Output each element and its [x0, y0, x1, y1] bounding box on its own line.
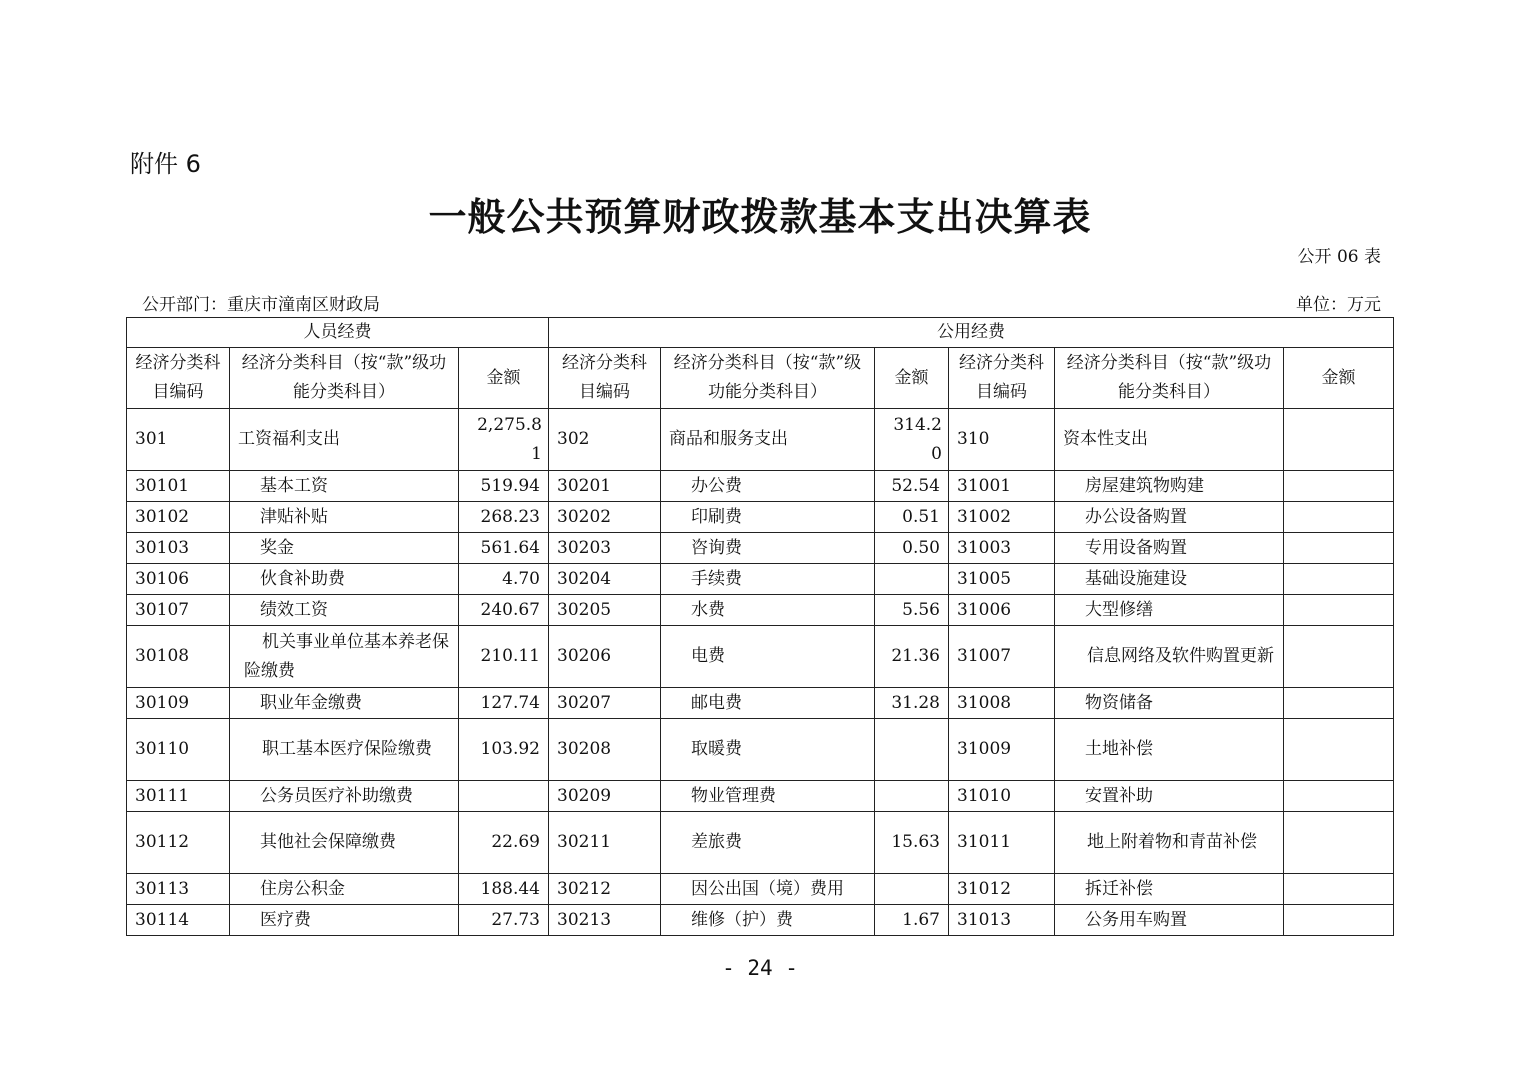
cell-amount-a: 4.70 — [459, 564, 549, 595]
cell-code-c: 31013 — [949, 905, 1055, 936]
cell-name-c: 地上附着物和青苗补偿 — [1055, 812, 1284, 874]
cell-code-a: 30110 — [127, 719, 230, 781]
cell-amount-c — [1284, 564, 1394, 595]
cell-name-b: 取暖费 — [661, 719, 875, 781]
cell-name-a: 奖金 — [230, 533, 459, 564]
cell-code-c: 31010 — [949, 781, 1055, 812]
cell-code-a: 30101 — [127, 471, 230, 502]
cell-name-c: 专用设备购置 — [1055, 533, 1284, 564]
unit-label: 单位：万元 — [1296, 295, 1381, 315]
cell-name-a: 基本工资 — [230, 471, 459, 502]
cell-name-a: 津贴补贴 — [230, 502, 459, 533]
cell-name-c: 大型修缮 — [1055, 595, 1284, 626]
cell-name-b: 电费 — [661, 626, 875, 688]
cell-code-a: 30102 — [127, 502, 230, 533]
cell-code-c: 31002 — [949, 502, 1055, 533]
table-row — [127, 595, 1394, 626]
cell-code-a: 301 — [127, 409, 230, 471]
cell-code-b: 30209 — [549, 781, 661, 812]
cell-name-a: 职工基本医疗保险缴费 — [230, 719, 459, 781]
cell-amount-c — [1284, 781, 1394, 812]
col-name-1: 经济分类科目（按“款”级功能分类科目） — [230, 348, 459, 409]
cell-name-a: 绩效工资 — [230, 595, 459, 626]
cell-code-b: 302 — [549, 409, 661, 471]
cell-amount-c — [1284, 905, 1394, 936]
cell-name-b: 咨询费 — [661, 533, 875, 564]
cell-amount-c — [1284, 471, 1394, 502]
col-name-2: 经济分类科目（按“款”级功能分类科目） — [661, 348, 875, 409]
cell-code-a: 30108 — [127, 626, 230, 688]
cell-amount-a: 103.92 — [459, 719, 549, 781]
table-row — [127, 626, 1394, 688]
cell-name-c: 资本性支出 — [1055, 409, 1284, 471]
cell-amount-b: 31.28 — [875, 688, 949, 719]
table-number: 公开 06 表 — [1297, 247, 1381, 267]
cell-amount-a: 268.23 — [459, 502, 549, 533]
col-amount-3: 金额 — [1284, 348, 1394, 409]
cell-code-a: 30111 — [127, 781, 230, 812]
cell-code-a: 30106 — [127, 564, 230, 595]
cell-code-c: 31007 — [949, 626, 1055, 688]
cell-amount-b: 21.36 — [875, 626, 949, 688]
cell-code-b: 30213 — [549, 905, 661, 936]
cell-code-c: 31005 — [949, 564, 1055, 595]
cell-name-b: 办公费 — [661, 471, 875, 502]
cell-amount-a: 188.44 — [459, 874, 549, 905]
cell-code-b: 30202 — [549, 502, 661, 533]
cell-amount-b: 0.51 — [875, 502, 949, 533]
cell-name-c: 办公设备购置 — [1055, 502, 1284, 533]
cell-code-b: 30201 — [549, 471, 661, 502]
col-amount-1: 金额 — [459, 348, 549, 409]
cell-code-c: 31006 — [949, 595, 1055, 626]
cell-code-b: 30205 — [549, 595, 661, 626]
table-row — [127, 564, 1394, 595]
cell-amount-a: 27.73 — [459, 905, 549, 936]
cell-name-b: 印刷费 — [661, 502, 875, 533]
cell-amount-a: 2,275.81 — [459, 409, 549, 471]
cell-amount-b: 52.54 — [875, 471, 949, 502]
group-personnel: 人员经费 — [127, 318, 549, 348]
cell-amount-c — [1284, 688, 1394, 719]
cell-name-b: 差旅费 — [661, 812, 875, 874]
cell-name-c: 房屋建筑物购建 — [1055, 471, 1284, 502]
cell-amount-a: 240.67 — [459, 595, 549, 626]
col-code-1: 经济分类科目编码 — [127, 348, 230, 409]
cell-amount-c — [1284, 533, 1394, 564]
table-row — [127, 409, 1394, 471]
cell-code-c: 31008 — [949, 688, 1055, 719]
cell-amount-b — [875, 781, 949, 812]
table-row — [127, 874, 1394, 905]
cell-name-c: 信息网络及软件购置更新 — [1055, 626, 1284, 688]
col-code-2: 经济分类科目编码 — [549, 348, 661, 409]
cell-code-c: 31003 — [949, 533, 1055, 564]
group-header-row — [127, 318, 1394, 348]
cell-code-c: 310 — [949, 409, 1055, 471]
column-header-row — [127, 348, 1394, 409]
cell-code-a: 30103 — [127, 533, 230, 564]
cell-code-b: 30203 — [549, 533, 661, 564]
cell-amount-a: 561.64 — [459, 533, 549, 564]
cell-code-c: 31011 — [949, 812, 1055, 874]
cell-amount-c — [1284, 812, 1394, 874]
cell-amount-c — [1284, 626, 1394, 688]
page-title: 一般公共预算财政拨款基本支出决算表 — [428, 194, 1092, 239]
col-amount-2: 金额 — [875, 348, 949, 409]
cell-amount-b — [875, 564, 949, 595]
table-row — [127, 719, 1394, 781]
cell-name-a: 机关事业单位基本养老保险缴费 — [230, 626, 459, 688]
cell-name-b: 水费 — [661, 595, 875, 626]
col-name-3: 经济分类科目（按“款”级功能分类科目） — [1055, 348, 1284, 409]
cell-amount-a: 210.11 — [459, 626, 549, 688]
table-row — [127, 812, 1394, 874]
cell-code-a: 30114 — [127, 905, 230, 936]
cell-code-a: 30112 — [127, 812, 230, 874]
cell-name-a: 工资福利支出 — [230, 409, 459, 471]
cell-amount-b: 1.67 — [875, 905, 949, 936]
cell-name-b: 手续费 — [661, 564, 875, 595]
cell-amount-c — [1284, 874, 1394, 905]
cell-amount-c — [1284, 409, 1394, 471]
cell-name-c: 安置补助 — [1055, 781, 1284, 812]
cell-amount-b: 0.50 — [875, 533, 949, 564]
cell-name-a: 伙食补助费 — [230, 564, 459, 595]
cell-code-b: 30212 — [549, 874, 661, 905]
cell-name-c: 基础设施建设 — [1055, 564, 1284, 595]
table-row — [127, 533, 1394, 564]
cell-name-a: 其他社会保障缴费 — [230, 812, 459, 874]
cell-code-b: 30206 — [549, 626, 661, 688]
cell-code-c: 31001 — [949, 471, 1055, 502]
cell-name-b: 维修（护）费 — [661, 905, 875, 936]
cell-name-c: 土地补偿 — [1055, 719, 1284, 781]
cell-amount-b: 5.56 — [875, 595, 949, 626]
cell-amount-b: 15.63 — [875, 812, 949, 874]
cell-name-b: 物业管理费 — [661, 781, 875, 812]
cell-code-c: 31012 — [949, 874, 1055, 905]
table-row — [127, 471, 1394, 502]
cell-name-a: 公务员医疗补助缴费 — [230, 781, 459, 812]
cell-name-c: 公务用车购置 — [1055, 905, 1284, 936]
cell-code-a: 30107 — [127, 595, 230, 626]
cell-amount-b: 314.20 — [875, 409, 949, 471]
cell-name-a: 住房公积金 — [230, 874, 459, 905]
group-public: 公用经费 — [549, 318, 1394, 348]
table-row — [127, 502, 1394, 533]
col-code-3: 经济分类科目编码 — [949, 348, 1055, 409]
cell-name-a: 医疗费 — [230, 905, 459, 936]
cell-name-b: 因公出国（境）费用 — [661, 874, 875, 905]
cell-name-c: 拆迁补偿 — [1055, 874, 1284, 905]
cell-amount-b — [875, 874, 949, 905]
attachment-label: 附件 6 — [130, 150, 201, 178]
cell-code-b: 30208 — [549, 719, 661, 781]
table-row — [127, 905, 1394, 936]
cell-amount-a: 22.69 — [459, 812, 549, 874]
cell-code-c: 31009 — [949, 719, 1055, 781]
cell-code-a: 30109 — [127, 688, 230, 719]
table-row — [127, 688, 1394, 719]
cell-amount-c — [1284, 719, 1394, 781]
table-row — [127, 781, 1394, 812]
cell-code-b: 30204 — [549, 564, 661, 595]
page-number: - 24 - — [722, 956, 798, 980]
cell-amount-a — [459, 781, 549, 812]
cell-amount-b — [875, 719, 949, 781]
cell-amount-a: 127.74 — [459, 688, 549, 719]
cell-code-b: 30211 — [549, 812, 661, 874]
cell-amount-c — [1284, 595, 1394, 626]
cell-amount-a: 519.94 — [459, 471, 549, 502]
cell-code-b: 30207 — [549, 688, 661, 719]
cell-name-a: 职业年金缴费 — [230, 688, 459, 719]
cell-name-b: 商品和服务支出 — [661, 409, 875, 471]
department-label: 公开部门：重庆市潼南区财政局 — [142, 295, 380, 315]
cell-name-c: 物资储备 — [1055, 688, 1284, 719]
cell-name-b: 邮电费 — [661, 688, 875, 719]
cell-code-a: 30113 — [127, 874, 230, 905]
cell-amount-c — [1284, 502, 1394, 533]
expenditure-table — [126, 317, 1394, 936]
